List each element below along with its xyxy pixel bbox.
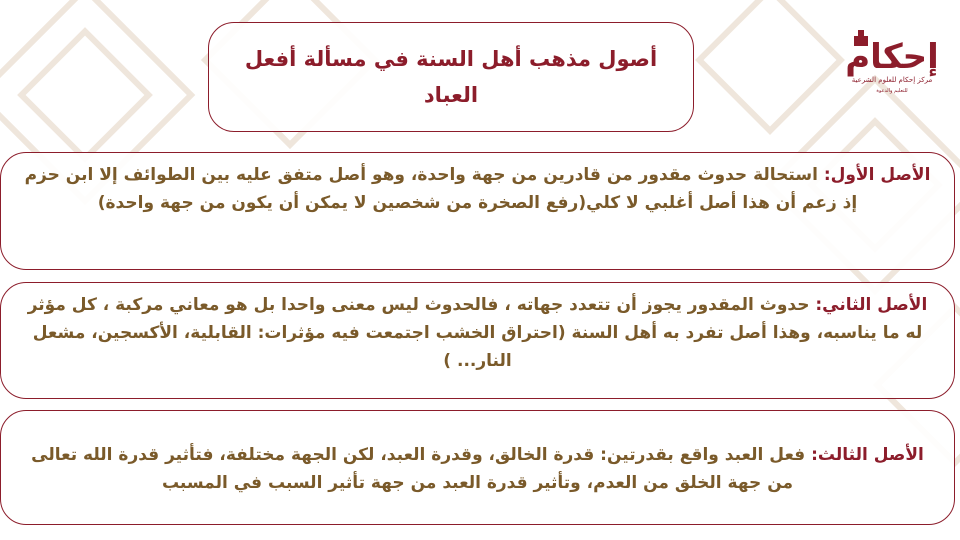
principle-2-label: الأصل الثاني: <box>815 295 928 315</box>
slide-title: أصول مذهب أهل السنة في مسألة أفعل العباد <box>244 47 658 107</box>
principle-1-label: الأصل الأول: <box>823 165 931 185</box>
logo-name: إحكام <box>845 37 939 77</box>
principle-3-box <box>0 410 955 525</box>
principle-1-box <box>0 152 955 270</box>
principle-3-label: الأصل الثالث: <box>811 444 924 465</box>
principle-2-text: حدوث المقدور يجوز أن تتعدد جهاته ، فالحدوث ليس معنى واحدا بل هو معاني مركبة ، كل مؤثر له ما يناسبه، وهذا أصل تفرد به أهل السنة (احتراق الخشب اجتمعت فيه مؤثرات: القابلية، الأكسجين، مشعل النار... ) <box>27 295 923 371</box>
logo <box>840 22 940 97</box>
logo-tagline: للتعليم والدعوة <box>876 88 908 94</box>
principle-1-text: استحالة حدوث مقدور من قادرين من جهة واحدة، وهو أصل متفق عليه بين الطوائف إلا ابن حزم إذ زعم أن هذا أصل أغلبي لا كلي(رفع الصخرة من شخصين لا يمكن أن يكون من جهة واحدة) <box>24 165 858 213</box>
principle-2-box <box>0 282 955 399</box>
logo-subtitle: مركز إحكام للعلوم الشرعية <box>851 76 933 84</box>
logo-mark-icon <box>840 22 940 97</box>
title-box <box>208 22 694 132</box>
principle-3-text: فعل العبد واقع بقدرتين: قدرة الخالق، وقدرة العبد، لكن الجهة مختلفة، فتأثير قدرة الله تعالى من جهة الخلق من العدم، وتأثير قدرة العبد من جهة تأثير السبب في المسبب <box>31 444 812 493</box>
